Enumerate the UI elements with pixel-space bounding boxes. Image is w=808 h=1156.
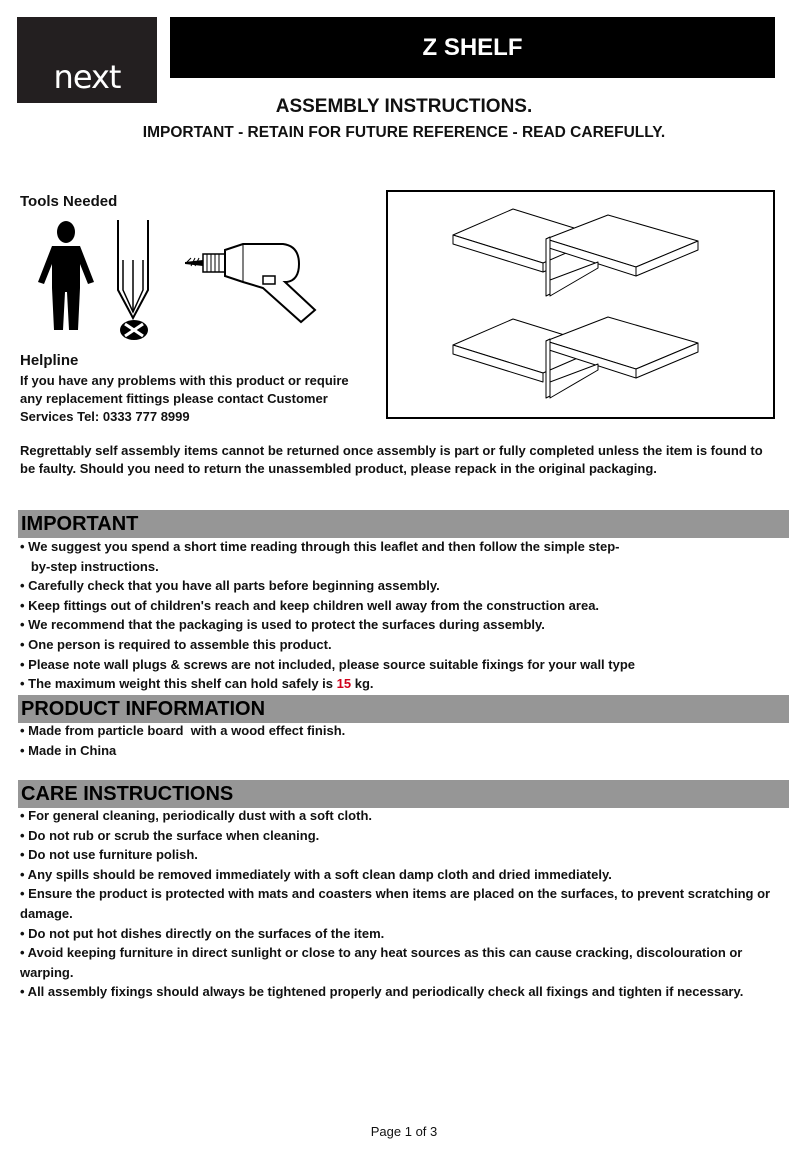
care-list bbox=[20, 806, 790, 1002]
list-item: • Made from particle board with a wood effect finish. bbox=[20, 723, 346, 738]
important-list bbox=[20, 537, 790, 694]
list-item: • We suggest you spend a short time reading through this leaflet and then follow the simple step- bbox=[20, 539, 620, 554]
list-item: • Do not put hot dishes directly on the surfaces of the item. bbox=[20, 925, 385, 941]
helpline-line: Services Tel: 0333 777 8999 bbox=[20, 409, 190, 424]
shelf-illustration bbox=[386, 190, 775, 419]
list-item: • All assembly fixings should always be tightened properly and periodically check all fixings and tighten if necessary. bbox=[20, 984, 744, 1000]
list-item: • Avoid keeping furniture in direct sunlight or close to any heat sources as this can cause cracking, discolouration or bbox=[20, 945, 743, 961]
list-item: • Please note wall plugs & screws are not included, please source suitable fixings for your wall type bbox=[20, 656, 636, 672]
product-title: Z SHELF bbox=[422, 34, 523, 61]
product-info-list bbox=[20, 721, 790, 760]
important-section-header bbox=[18, 510, 789, 538]
returns-line: Regrettably self assembly items cannot be returned once assembly is part or fully completed unless the item is found to bbox=[20, 443, 763, 458]
returns-notice bbox=[20, 442, 790, 478]
list-item: • Carefully check that you have all parts before beginning assembly. bbox=[20, 578, 440, 594]
power-drill-icon bbox=[183, 238, 323, 324]
list-item: • We recommend that the packaging is used to protect the surfaces during assembly. bbox=[20, 617, 545, 633]
list-item: • For general cleaning, periodically dust with a soft cloth. bbox=[20, 808, 372, 823]
care-title: CARE INSTRUCTIONS bbox=[21, 783, 234, 805]
list-item: • Any spills should be removed immediately with a soft clean damp cloth and dried immediately. bbox=[20, 866, 612, 882]
list-item: • Made in China bbox=[20, 742, 117, 758]
list-item: • Do not use furniture polish. bbox=[20, 847, 198, 863]
list-item: • Keep fittings out of children's reach and keep children well away from the construction area. bbox=[20, 597, 600, 613]
assembly-heading: ASSEMBLY INSTRUCTIONS. bbox=[275, 96, 533, 117]
helpline-line: If you have any problems with this product or require bbox=[20, 373, 349, 388]
care-section-header bbox=[18, 780, 789, 808]
person-icon bbox=[30, 220, 102, 332]
max-weight-unit: kg. bbox=[351, 676, 374, 692]
product-title-bar bbox=[170, 17, 775, 78]
page-number: Page 1 of 3 bbox=[370, 1124, 438, 1139]
returns-line: be faulty. Should you need to return the unassembled product, please repack in the original packaging. bbox=[20, 461, 657, 476]
retain-subheading: IMPORTANT - RETAIN FOR FUTURE REFERENCE - READ CAREFULLY. bbox=[142, 124, 666, 141]
helpline-text bbox=[20, 372, 370, 426]
z-shelf-drawing bbox=[388, 192, 773, 417]
product-info-title: PRODUCT INFORMATION bbox=[21, 698, 266, 720]
max-weight-value: 15 bbox=[336, 676, 352, 692]
list-item: damage. bbox=[20, 905, 73, 921]
tools-needed-title: Tools Needed bbox=[20, 193, 118, 210]
list-item: • One person is required to assemble this product. bbox=[20, 636, 332, 652]
helpline-line: any replacement fittings please contact Customer bbox=[20, 391, 328, 406]
list-item: • Do not rub or scrub the surface when cleaning. bbox=[20, 827, 320, 843]
list-item: warping. bbox=[20, 964, 74, 980]
list-item: by-step instructions. bbox=[20, 558, 159, 574]
max-weight-item bbox=[20, 674, 790, 694]
logo-text: next bbox=[53, 58, 121, 96]
helpline-title: Helpline bbox=[20, 352, 79, 369]
product-info-section-header bbox=[18, 695, 789, 723]
important-title: IMPORTANT bbox=[21, 513, 139, 535]
list-item: • Ensure the product is protected with mats and coasters when items are placed on the surfaces, to prevent scratching or bbox=[20, 886, 771, 902]
screwdriver-icon bbox=[113, 220, 155, 342]
next-logo bbox=[17, 17, 157, 103]
max-weight-prefix: • The maximum weight this shelf can hold safely is bbox=[20, 676, 337, 692]
